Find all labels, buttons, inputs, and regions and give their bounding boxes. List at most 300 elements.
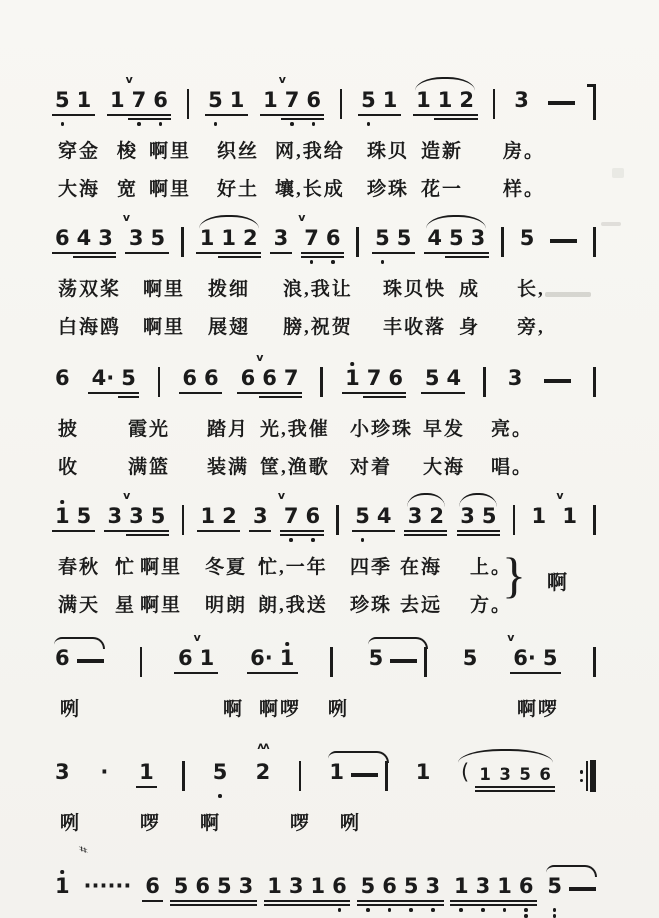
lyric-segment: 收 (58, 457, 80, 478)
note-group (213, 748, 228, 798)
notation-line (55, 631, 596, 688)
note-group (187, 76, 190, 119)
lyric-segment: 织丝 (217, 141, 260, 162)
note-digit: 3 (460, 504, 475, 528)
lyric-segment: 对着 (350, 457, 393, 478)
underline-beam (404, 534, 426, 536)
low-octave-dot (459, 908, 463, 912)
lyric-segment: 好土 (217, 179, 260, 200)
sheet-music-page (55, 73, 596, 916)
note (77, 492, 92, 537)
note (278, 73, 300, 126)
underline-beam (357, 904, 379, 906)
underline-beam (126, 530, 148, 532)
note (408, 492, 423, 537)
note-group (139, 748, 154, 793)
underline-beam (535, 790, 555, 792)
note (55, 214, 70, 259)
underline-beam (264, 900, 286, 902)
note (289, 862, 304, 907)
underline-beam (259, 392, 281, 394)
underline-beam (239, 256, 261, 258)
lyric-segment: 满天 (58, 595, 101, 616)
note-digit: 7 (284, 88, 300, 112)
underline-beam (259, 396, 281, 398)
note-digit: 5 (360, 874, 376, 898)
low-octave-dots (524, 908, 528, 918)
note-digit: 5 (542, 646, 558, 670)
note-digit: 2 (222, 504, 237, 528)
note-group (459, 748, 552, 793)
underline-beam (95, 252, 117, 254)
note (397, 214, 412, 259)
lyric-segment: 啊里 (149, 141, 192, 162)
note (507, 631, 536, 679)
barline (158, 367, 161, 397)
note-group (240, 351, 299, 399)
beam-underlines (363, 390, 385, 399)
barline (181, 227, 184, 257)
beam-underlines (94, 784, 114, 793)
beam-underlines (80, 898, 135, 907)
beam-underlines (379, 112, 401, 121)
refrain-label: 啊 (547, 572, 567, 594)
beam-underlines (147, 528, 169, 537)
note-group (182, 492, 185, 535)
barline (501, 227, 504, 257)
beam-underlines (218, 250, 240, 259)
beam-underlines (372, 250, 394, 259)
lyric-segment: 造新 (421, 141, 464, 162)
note-digit: 1 (345, 366, 360, 390)
low-octave-dot (481, 908, 485, 912)
breath-mark-icon: v (123, 489, 131, 502)
lyric-segment: 在海 (400, 557, 443, 578)
dash-icon (351, 773, 378, 777)
low-octave-dot (503, 908, 507, 912)
low-octave-dot (524, 914, 528, 918)
beam-underlines (73, 112, 95, 121)
note-group (532, 492, 547, 537)
low-octave-dots (431, 908, 435, 912)
beam-underlines (472, 898, 494, 907)
note (497, 862, 512, 912)
beam-underlines (88, 390, 118, 399)
underline-beam (280, 530, 302, 532)
beam-underlines (107, 112, 129, 121)
note (355, 492, 370, 542)
beam-underlines (260, 112, 282, 121)
sharp-icon: ♯ (75, 844, 94, 856)
low-octave-dot (214, 122, 218, 126)
beam-underlines (352, 528, 374, 537)
note-group (427, 214, 485, 259)
lyric-segment: 四季 (350, 557, 393, 578)
note (539, 748, 552, 793)
breath-mark-icon: v (125, 73, 133, 86)
beam-underlines (219, 528, 241, 537)
underline-beam (363, 392, 385, 394)
note-group (580, 748, 596, 791)
note (367, 354, 382, 399)
note (182, 354, 197, 399)
beam-underlines (205, 112, 227, 121)
beam-underlines (535, 784, 555, 793)
notation-line (55, 741, 596, 802)
note-digit: 5 (208, 88, 223, 112)
underline-beam (174, 672, 196, 674)
underline-beam (443, 392, 465, 394)
underline-beam (302, 534, 324, 536)
note-digit: 3 (107, 504, 123, 528)
note (519, 748, 532, 793)
beam-underlines (357, 898, 379, 907)
note-group (508, 354, 523, 399)
lyric-segment: 咧 (328, 699, 350, 720)
note-digit: 6 (153, 88, 168, 112)
beam-underlines (515, 784, 535, 793)
note (499, 748, 512, 793)
note-digit: 3 (55, 760, 70, 784)
underline-beam (280, 396, 302, 398)
beam-underlines (511, 112, 533, 121)
barline (493, 89, 496, 119)
beam-underlines (179, 390, 201, 399)
note (55, 748, 70, 793)
dash-note (569, 862, 596, 891)
beam-underlines (373, 528, 395, 537)
low-octave-dots (137, 122, 141, 126)
underline-beam (495, 786, 515, 788)
underline-beam (456, 118, 478, 120)
note-digit: 5 (424, 366, 440, 390)
note-group (556, 489, 578, 537)
note (221, 214, 236, 259)
note (239, 862, 254, 907)
beam-underlines (358, 112, 380, 121)
barline (187, 89, 190, 119)
beam-underlines (52, 528, 74, 537)
underline-beam (456, 114, 478, 116)
note-group (55, 354, 70, 399)
note (449, 214, 464, 259)
note-digit: 5 (396, 226, 412, 250)
underline-beam (125, 252, 147, 254)
beam-underlines (400, 898, 422, 907)
low-octave-dots (553, 908, 557, 918)
note-group (375, 214, 411, 264)
note-digit: 5 (519, 226, 535, 250)
note-digit: 1 (110, 88, 125, 112)
beam-underlines (52, 670, 74, 679)
lyric-segment: 展翅 (208, 317, 251, 338)
lyric-segment: 宽 (117, 179, 139, 200)
note (556, 489, 578, 537)
low-octave-dots (388, 908, 392, 912)
note-group (361, 862, 441, 912)
beam-underlines (52, 250, 74, 259)
beam-underlines (270, 250, 292, 259)
lyric-segment: 啊 (200, 813, 222, 834)
note-digit: 2 (255, 760, 271, 784)
underline-beam (373, 530, 395, 532)
note (153, 76, 168, 126)
note (241, 354, 256, 399)
note (123, 489, 144, 537)
low-octave-dots (289, 538, 293, 542)
note-digit: 6 (55, 366, 70, 390)
verse-brace: } (502, 547, 526, 603)
note (217, 862, 232, 907)
low-octave-dots (409, 908, 413, 912)
underline-beam (322, 252, 344, 254)
underline-beam (280, 534, 302, 536)
note-group (425, 354, 461, 399)
note-digit: 6 (388, 366, 403, 390)
note-digit: 1 (267, 874, 282, 898)
beam-underlines (285, 898, 307, 907)
note (98, 214, 113, 259)
beam-underlines (136, 784, 158, 793)
mordent-icon: ʌʌ (257, 741, 269, 752)
lyric-segment: 咧 (60, 813, 82, 834)
note (55, 76, 70, 126)
underline-beam (494, 904, 516, 906)
note (204, 354, 219, 399)
note-digit: 5 (519, 765, 531, 784)
beam-underlines (147, 250, 169, 259)
note-group (548, 76, 575, 105)
lyric-segment: 珠贝 (367, 141, 410, 162)
note (305, 492, 320, 542)
lyrics-line (55, 448, 596, 484)
note-digit: 2 (242, 226, 258, 250)
dash-icon (569, 887, 596, 891)
underline-beam (260, 114, 282, 116)
note-group (355, 492, 391, 542)
low-octave-dots (503, 908, 507, 912)
low-octave-dots (290, 122, 294, 126)
note-digit: 5 (150, 504, 166, 528)
beam-underlines (239, 250, 261, 259)
underline-beam (281, 118, 303, 120)
note-digit: 1 (76, 88, 92, 112)
note-group (55, 634, 104, 679)
underline-beam (379, 904, 401, 906)
underline-beam (285, 900, 307, 902)
underline-beam (495, 790, 515, 792)
lyric-segment: 啊啰 (259, 699, 302, 720)
lyric-segment: 上。 (470, 557, 513, 578)
note (369, 634, 384, 679)
note-group (274, 214, 289, 259)
note-group (174, 862, 254, 907)
note-digit: ······ (83, 874, 132, 898)
low-octave-dot (367, 122, 371, 126)
note-group (463, 634, 478, 679)
lyrics-line (55, 170, 596, 206)
note-group (84, 862, 132, 907)
note-group (460, 492, 496, 537)
note-digit: 3 (273, 226, 289, 250)
note-group (255, 741, 271, 793)
note-digit: 6 (240, 366, 256, 390)
lyric-segment: 忙,一年 (258, 557, 328, 578)
note-digit: 6 (306, 88, 321, 112)
lyric-segment: 梭 (117, 141, 139, 162)
note-group (122, 211, 166, 259)
note-group (593, 354, 596, 397)
note-digit: 6· (513, 646, 536, 670)
underline-beam (450, 900, 472, 902)
lyric-segment: 披 (58, 419, 80, 440)
lyric-segment: 霞光 (128, 419, 171, 440)
beam-underlines (73, 250, 95, 259)
beam-underlines (515, 898, 537, 907)
note (310, 862, 325, 907)
breath-mark-icon: v (278, 73, 286, 86)
system-6 (55, 741, 596, 840)
beam-underlines (478, 528, 500, 537)
underline-beam (264, 904, 286, 906)
underline-beam (192, 904, 214, 906)
beam-underlines (235, 898, 257, 907)
note-group (329, 748, 387, 793)
lyric-segment: 满篮 (128, 457, 171, 478)
note (416, 76, 431, 121)
beam-underlines (455, 784, 475, 793)
note-digit: 3 (98, 226, 113, 250)
note-group (520, 214, 535, 259)
note (375, 214, 390, 264)
underline-beam (301, 252, 323, 254)
lyrics-line (55, 270, 596, 306)
underline-beam (379, 114, 401, 116)
beam-underlines (150, 112, 172, 121)
low-octave-dot (338, 908, 342, 912)
note (459, 76, 474, 121)
note (263, 76, 278, 121)
lyric-segment: 丰收落 (383, 317, 447, 338)
underline-beam (52, 114, 74, 116)
beam-underlines (52, 898, 74, 907)
underline-beam (52, 530, 74, 532)
note-digit: 5 (212, 760, 228, 784)
underline-beam (475, 786, 495, 788)
beam-underlines (307, 898, 329, 907)
note-digit: 1 (531, 504, 547, 528)
note-digit: 6 (177, 646, 193, 670)
note-digit: 1 (562, 504, 578, 528)
scan-smudge (601, 222, 621, 226)
beam-underlines (247, 670, 277, 679)
lyric-segment: 大海 (58, 179, 101, 200)
system-2 (55, 211, 596, 344)
underline-beam (150, 114, 172, 116)
underline-beam (422, 900, 444, 902)
note (200, 492, 215, 537)
underline-beam (379, 900, 401, 902)
note-digit: 5 (547, 874, 562, 898)
note-digit: 3 (514, 88, 529, 112)
note (463, 634, 478, 679)
notation-line (55, 489, 596, 546)
note-group (593, 634, 596, 677)
underline-beam (205, 114, 227, 116)
note-group (416, 76, 474, 121)
underline-beam (426, 534, 448, 536)
underline-beam (515, 904, 537, 906)
barline (299, 761, 302, 791)
lyric-segment: 膀,祝贺 (283, 317, 353, 338)
lyric-segment: 唱。 (491, 457, 534, 478)
underline-beam (214, 900, 236, 902)
note-digit: 4 (76, 226, 92, 250)
beam-underlines (322, 250, 344, 259)
note (125, 73, 147, 126)
dash-note (548, 76, 575, 105)
note (520, 214, 535, 259)
beam-underlines (197, 528, 219, 537)
underline-beam (385, 396, 407, 398)
lyric-segment: 啰 (290, 813, 312, 834)
lyrics-line (55, 132, 596, 168)
barline (140, 647, 143, 677)
underline-beam (434, 118, 456, 120)
beam-underlines (379, 898, 401, 907)
note (55, 634, 70, 679)
note-group (55, 492, 91, 537)
breath-mark-icon: v (298, 211, 306, 224)
underline-beam (147, 530, 169, 532)
low-octave-dot (312, 122, 316, 126)
beam-underlines (52, 784, 74, 793)
note-group (361, 76, 397, 126)
note (361, 76, 376, 126)
note-group (182, 354, 218, 399)
beam-underlines (196, 670, 218, 679)
lyric-segment: 啊里 (149, 179, 192, 200)
note-digit: 7 (366, 366, 382, 390)
underline-beam (52, 252, 74, 254)
note (277, 489, 299, 542)
note (332, 862, 347, 912)
note-digit: 5 (448, 226, 464, 250)
note-group (299, 748, 302, 791)
barline (182, 505, 185, 535)
underline-beam (249, 530, 271, 532)
lyric-segment: 身 (459, 317, 481, 338)
note (55, 492, 70, 537)
beam-underlines (539, 670, 561, 679)
note (121, 354, 136, 399)
note-digit: 3 (238, 874, 254, 898)
underline-beam (322, 256, 344, 258)
note-group (55, 76, 91, 126)
note (280, 634, 295, 679)
underline-beam (73, 530, 95, 532)
note-group (98, 748, 111, 793)
system-3 (55, 351, 596, 484)
low-octave-dots (338, 908, 342, 912)
barline (424, 647, 427, 677)
barline (385, 761, 388, 791)
underline-beam (329, 904, 351, 906)
low-octave-dots (159, 122, 163, 126)
low-octave-dot (366, 908, 370, 912)
note-digit: 1 (139, 760, 154, 784)
note-group (55, 862, 70, 907)
